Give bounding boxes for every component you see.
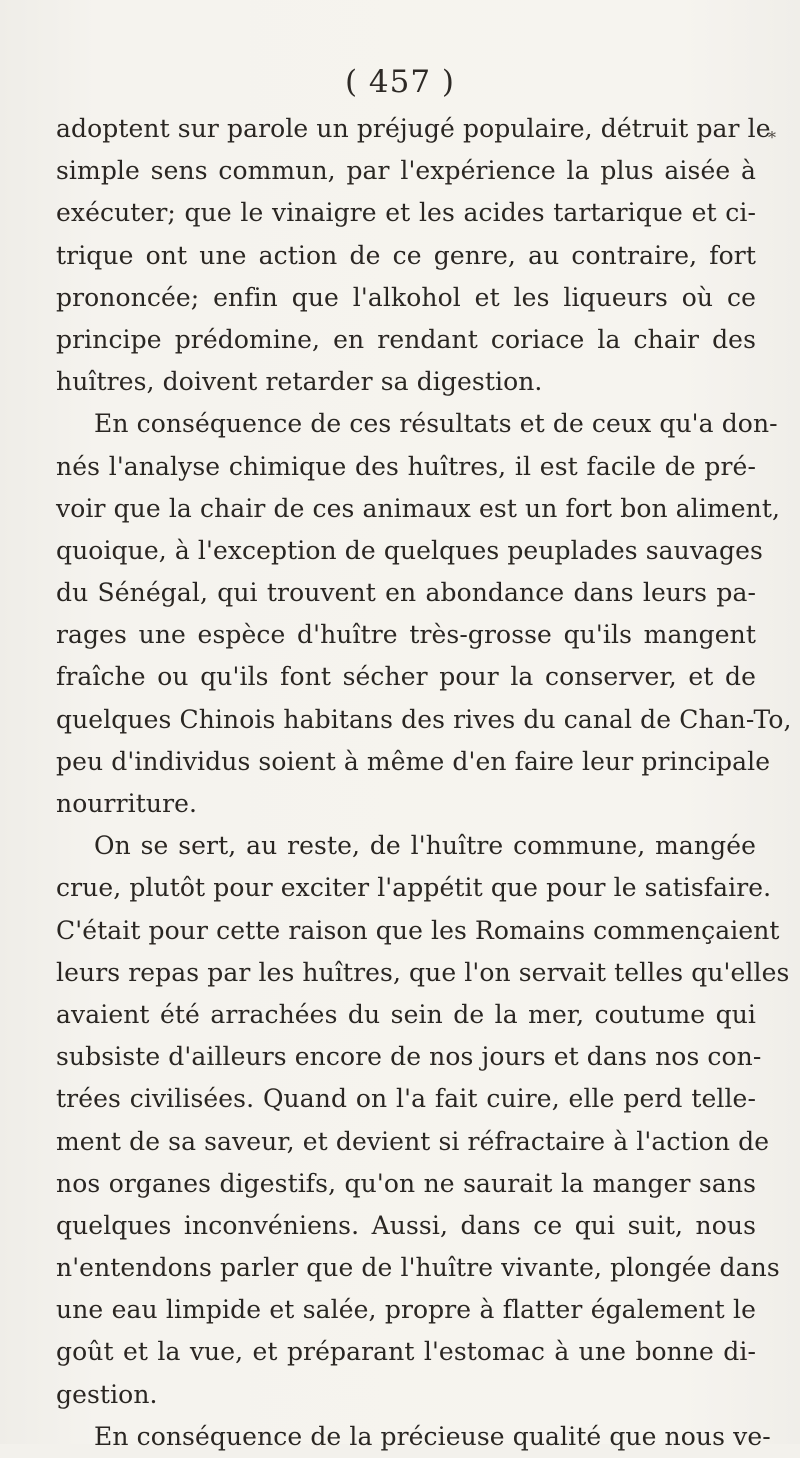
text-line: gestion. [56,1379,158,1409]
margin-asterisk-mark: * [768,128,776,147]
text-line: du Sénégal, qui trouvent en abondance dans leurs pa- [56,578,756,608]
text-line: crue, plutôt pour exciter l'appétit que pour le satisfaire. [56,873,772,903]
text-line: quelques inconvéniens. Aussi, dans ce qui suit, nous [56,1210,756,1240]
text-line: une eau limpide et salée, propre à flatter également le [56,1295,756,1325]
text-line: rages une espèce d'huître très-grosse qu'ils mangent [56,620,756,650]
text-line: trique ont une action de ce genre, au contraire, fort [56,240,756,270]
text-line: prononcée; enfin que l'alkohol et les liqueurs où ce [56,282,756,312]
text-line: subsiste d'ailleurs encore de nos jours et dans nos con- [56,1042,762,1072]
text-line: n'entendons parler que de l'huître vivante, plongée dans [56,1253,780,1283]
text-line: nourriture. [56,789,198,818]
text-line: simple sens commun, par l'expérience la plus aisée à [56,156,756,186]
text-line: avaient été arrachées du sein de la mer, coutume qui [56,999,756,1029]
page-number: ( 457 ) [344,64,456,100]
text-line: quoique, à l'exception de quelques peuplades sauvages [56,535,763,565]
text-line: principe prédomine, en rendant coriace la chair des [56,324,756,354]
body-text [56,108,792,1458]
text-line: huîtres, doivent retarder sa digestion. [56,367,543,397]
text-line: ment de sa saveur, et devient si réfractaire à l'action de [56,1126,770,1156]
text-line: exécuter; que le vinaigre et les acides tartarique et ci- [56,198,756,228]
text-line: C'était pour cette raison que les Romains commençaient [56,915,780,945]
text-line: En conséquence de ces résultats et de ceux qu'a don- [94,409,778,439]
text-line: peu d'individus soient à même d'en faire leur principale [56,746,771,776]
text-line: nés l'analyse chimique des huîtres, il est facile de pré- [56,451,756,481]
text-line: quelques Chinois habitans des rives du canal de Chan-To, [56,704,792,734]
text-line: goût et la vue, et préparant l'estomac à une bonne di- [56,1337,756,1367]
text-line: leurs repas par les huîtres, que l'on servait telles qu'elles [56,957,790,987]
text-line: fraîche ou qu'ils font sécher pour la conserver, et de [56,662,756,692]
text-line: voir que la chair de ces animaux est un fort bon aliment, [56,493,781,523]
text-line: trées civilisées. Quand on l'a fait cuire, elle perd telle- [56,1084,756,1114]
text-line: adoptent sur parole un préjugé populaire, détruit par le [56,114,771,143]
text-line: En conséquence de la précieuse qualité que nous ve- [94,1421,771,1451]
text-line: On se sert, au reste, de l'huître commune, mangée [94,831,756,861]
text-line: nos organes digestifs, qu'on ne saurait la manger sans [56,1168,756,1198]
